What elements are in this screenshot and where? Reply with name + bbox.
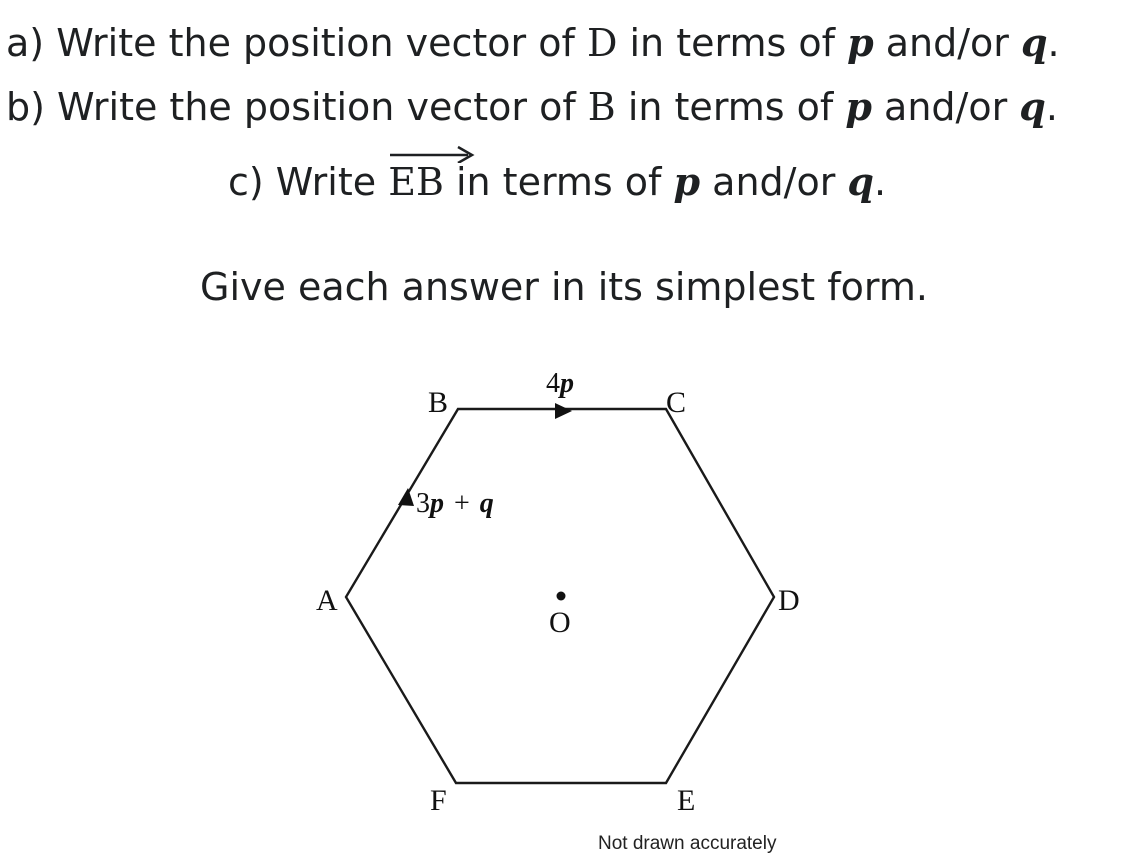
arrow-bc-icon [555,403,572,419]
label-bc-var: p [560,368,574,399]
question-b-p: p [845,84,872,129]
vertex-label-a: A [316,584,338,617]
label-ab-num: 3 [416,488,430,519]
question-a-p: p [847,20,874,65]
label-ab-var2: q [479,488,494,519]
label-bc-num: 4 [546,368,560,399]
label-ab-plus: + [454,488,470,519]
vertex-label-e: E [677,784,696,817]
label-bc [546,368,574,399]
question-c-p: p [673,159,701,204]
arrow-ab-icon [398,488,414,506]
label-ab [416,488,494,519]
question-a-end: . [1047,21,1060,65]
question-c-text: c) Write [228,160,389,204]
instruction-text: Give each answer in its simplest form. [200,265,928,309]
question-b-andor: and/or [871,85,1020,129]
question-c-andor: and/or [700,160,848,204]
question-c-q: q [847,159,874,204]
vector-eb-label: EB [388,160,444,204]
question-b-mid: in terms of [615,85,846,129]
vertex-label-c: C [666,386,687,419]
vertex-label-f: F [430,784,447,817]
not-drawn-accurately-note: Not drawn accurately [598,833,777,854]
question-a-point: D [586,21,618,65]
question-c-mid: in terms of [443,160,674,204]
centre-point-icon [557,592,566,601]
question-b-point: B [587,85,616,129]
question-a-andor: and/or [873,21,1021,65]
question-b-text: b) Write the position vector of [6,85,588,129]
question-a-q: q [1020,20,1048,65]
vertex-label-d: D [778,584,800,617]
question-a-text: a) Write the position vector of [6,21,587,65]
label-ab-var1: p [430,488,444,519]
question-c-end: . [874,160,887,204]
centre-label-o: O [549,606,571,639]
question-a-mid: in terms of [617,21,848,65]
vertex-label-b: B [428,386,449,419]
question-b-q: q [1019,84,1046,129]
question-b-end: . [1045,85,1058,129]
